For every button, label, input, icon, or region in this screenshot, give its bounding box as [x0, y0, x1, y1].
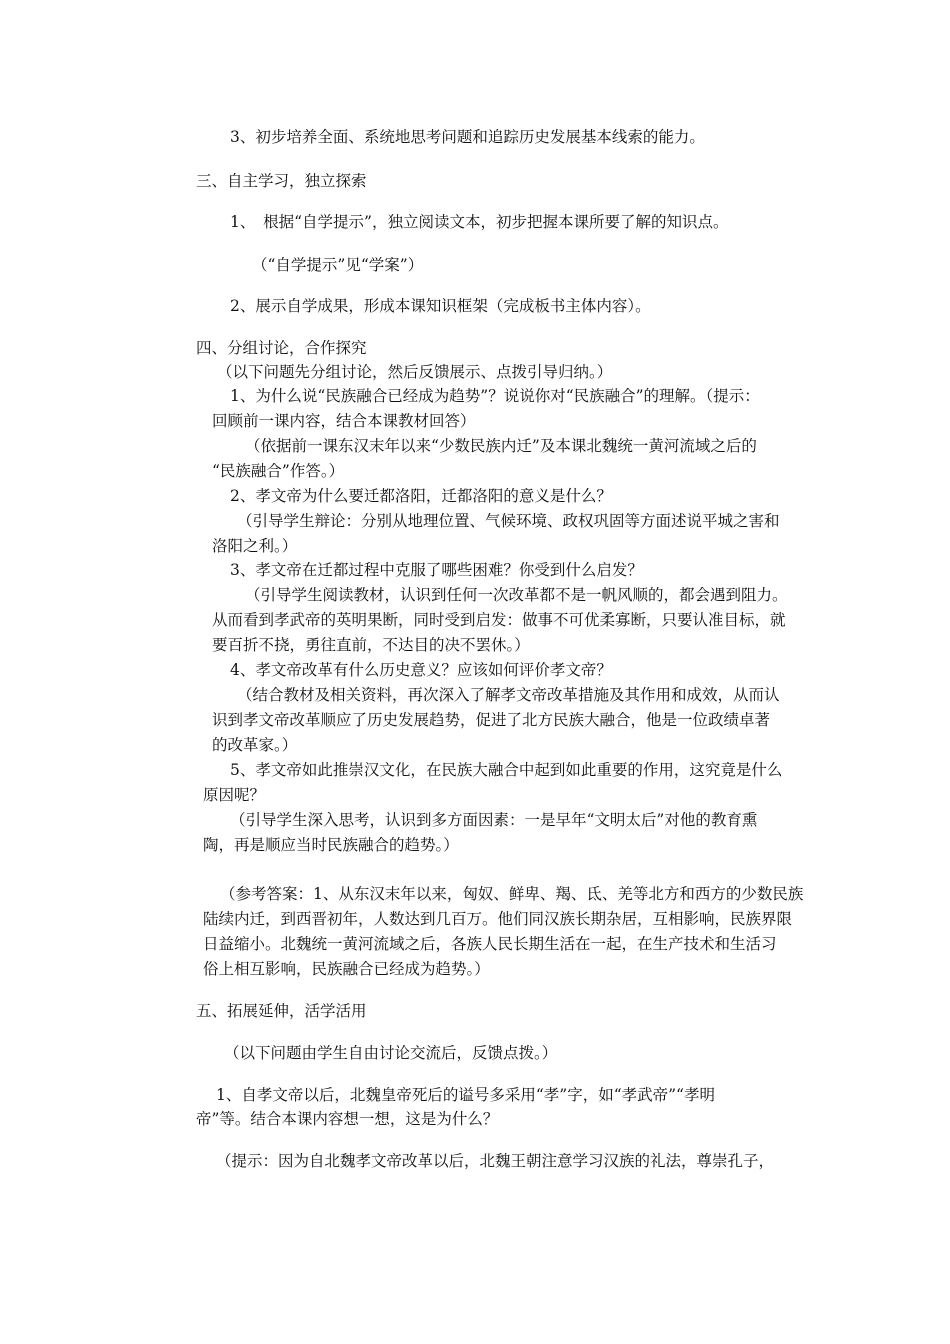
text-line: 2、孝文帝为什么要迁都洛阳，迁都洛阳的意义是什么？ [230, 487, 612, 505]
text-line: 识到孝文帝改革顺应了历史发展趋势，促进了北方民族大融合，他是一位政绩卓著 [212, 711, 771, 729]
text-line: 从而看到孝武帝的英明果断，同时受到启发：做事不可优柔寡断，只要认准目标，就 [212, 611, 786, 629]
text-line: 陆续内迁，到西晋初年，人数达到几百万。他们同汉族长期杂居，互相影响，民族界限 [203, 910, 793, 928]
text-line: （结合教材及相关资料，再次深入了解孝文帝改革措施及其作用和成效，从而认 [237, 686, 780, 704]
section-heading: 五、拓展延伸，活学活用 [196, 1002, 367, 1020]
text-line: （提示：因为自北魏孝文帝改革以后，北魏王朝注意学习汉族的礼法，尊崇孔子， [216, 1152, 775, 1170]
text-line: 3、初步培养全面、系统地思考问题和追踪历史发展基本线索的能力。 [230, 128, 705, 146]
text-line: 的改革家。） [212, 736, 298, 754]
text-line: 回顾前一课内容，结合本课教材回答） [212, 412, 476, 430]
text-line: （参考答案：1、从东汉末年以来，匈奴、鲜卑、羯、氐、羌等北方和西方的少数民族 [220, 885, 804, 903]
text-line: 3、孝文帝在迁都过程中克服了哪些困难？你受到什么启发？ [230, 561, 643, 579]
text-line: 1、 根据“自学提示”，独立阅读文本，初步把握本课所要了解的知识点。 [230, 213, 729, 231]
text-line: 2、展示自学成果，形成本课知识框架（完成板书主体内容）。 [230, 297, 651, 315]
text-line: （以下问题先分组讨论，然后反馈展示、点拨引导归纳。） [217, 363, 613, 381]
text-line: 4、孝文帝改革有什么历史意义？应该如何评价孝文帝？ [230, 661, 612, 679]
text-line: 1、为什么说“民族融合已经成为趋势”？说说你对“民族融合”的理解。（提示： [230, 387, 760, 405]
text-line: 日益缩小。北魏统一黄河流域之后，各族人民长期生活在一起，在生产技术和生活习 [203, 935, 777, 953]
text-line: 俗上相互影响，民族融合已经成为趋势。） [203, 960, 490, 978]
text-line: 1、自孝文帝以后，北魏皇帝死后的谥号多采用“孝”字，如“孝武帝”“孝明 [216, 1086, 715, 1104]
text-line: 帝”等。结合本课内容想一想，这是为什么？ [196, 1110, 499, 1128]
text-line: （引导学生深入思考，认识到多方面因素：一是早年“文明太后”对他的教育熏 [230, 811, 758, 829]
text-line: （依据前一课东汉末年以来“少数民族内迁”及本课北魏统一黄河流域之后的 [245, 437, 757, 455]
text-line: 5、孝文帝如此推崇汉文化，在民族大融合中起到如此重要的作用，这究竟是什么 [230, 761, 783, 779]
text-line: 要百折不挠，勇往直前，不达目的决不罢休。） [212, 636, 530, 654]
section-heading: 三、自主学习，独立探索 [196, 172, 367, 190]
text-line: （以下问题由学生自由讨论交流后，反馈点拨。） [224, 1044, 558, 1062]
text-line: （引导学生阅读教材，认识到任何一次改革都不是一帆风顺的，都会遇到阻力。 [245, 586, 788, 604]
text-line: 陶，再是顺应当时民族融合的趋势。） [203, 836, 459, 854]
text-line: 洛阳之利。） [212, 537, 298, 555]
text-line: （引导学生辩论：分别从地理位置、气候环境、政权巩固等方面述说平城之害和 [237, 512, 780, 530]
text-line: （“自学提示”见“学案”） [252, 256, 424, 274]
text-line: “民族融合”作答。） [212, 462, 345, 480]
text-line: 原因呢？ [203, 786, 266, 804]
section-heading: 四、分组讨论，合作探究 [196, 339, 367, 357]
